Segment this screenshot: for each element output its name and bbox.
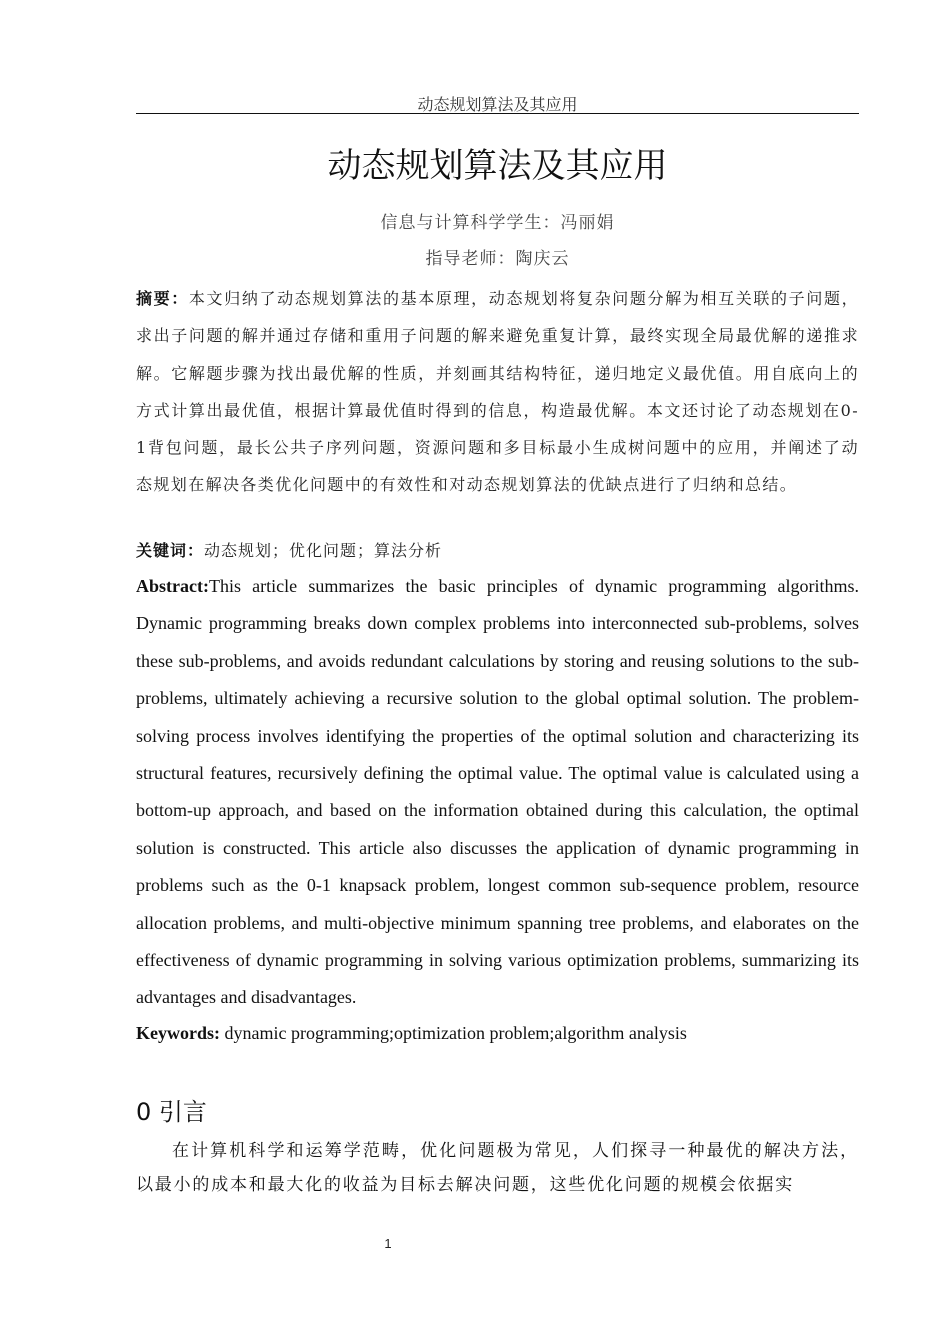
header-rule [136, 113, 859, 114]
keywords-english [136, 1020, 859, 1046]
author-line: 信息与计算科学学生：冯丽娟 [380, 213, 615, 233]
section-heading-introduction: 0 引言 [136, 1098, 207, 1126]
page-number: 1 [384, 1236, 392, 1251]
paper-title: 动态规划算法及其应用 [327, 146, 668, 186]
advisor-line: 指导老师：陶庆云 [425, 249, 570, 269]
keywords-english-label: Keywords: [136, 1023, 220, 1043]
running-header: 动态规划算法及其应用 [417, 95, 578, 114]
abstract-chinese-label: 摘要： [136, 289, 189, 308]
abstract-english-label: Abstract: [136, 576, 209, 596]
abstract-english [136, 568, 859, 1017]
keywords-chinese-text: 动态规划；优化问题；算法分析 [204, 541, 443, 560]
abstract-chinese [136, 280, 859, 504]
keywords-english-text: dynamic programming;optimization problem;algorithm analysis [220, 1023, 687, 1043]
keywords-chinese [136, 538, 859, 564]
abstract-chinese-text: 本文归纳了动态规划算法的基本原理，动态规划将复杂问题分解为相互关联的子问题，求出子问题的解并通过存储和重用子问题的解来避免重复计算，最终实现全局最优解的递推求解。它解题步骤为找出最优解的性质，并刻画其结构特征，递归地定义最优值。用自底向上的方式计算出最优值，根据计算最优值时得到的信息，构造最优解。本文还讨论了动态规划在0-1背包问题，最长公共子序列问题，资源问题和多目标最小生成树问题中的应用，并阐述了动态规划在解决各类优化问题中的有效性和对动态规划算法的优缺点进行了归纳和总结。 [136, 289, 859, 495]
abstract-english-text: This article summarizes the basic principles of dynamic programming algorithms. Dynamic programming breaks down complex problems into interconnected sub-problems, solves these sub-problems, and avoids redundant calculations by storing and reusing solutions to the sub-problems, ultimately achieving a recursive solution to the global optimal solution. The problem-solving process involves identifying the properties of the optimal solution and characterizing its structural features, recursively defining the optimal value. The optimal value is calculated using a bottom-up approach, and based on the information obtained during this calculation, the optimal solution is constructed. This article also discusses the application of dynamic programming in problems such as the 0-1 knapsack problem, longest common sub-sequence problem, resource allocation problems, and multi-objective minimum spanning tree problems, and elaborates on the effectiveness of dynamic programming in solving various optimization problems, summarizing its advantages and disadvantages. [136, 576, 859, 1008]
keywords-chinese-label: 关键词： [136, 541, 205, 560]
introduction-paragraph: 在计算机科学和运筹学范畴，优化问题极为常见，人们探寻一种最优的解决方法，以最小的成本和最大化的收益为目标去解决问题，这些优化问题的规模会依据实 [136, 1141, 859, 1195]
